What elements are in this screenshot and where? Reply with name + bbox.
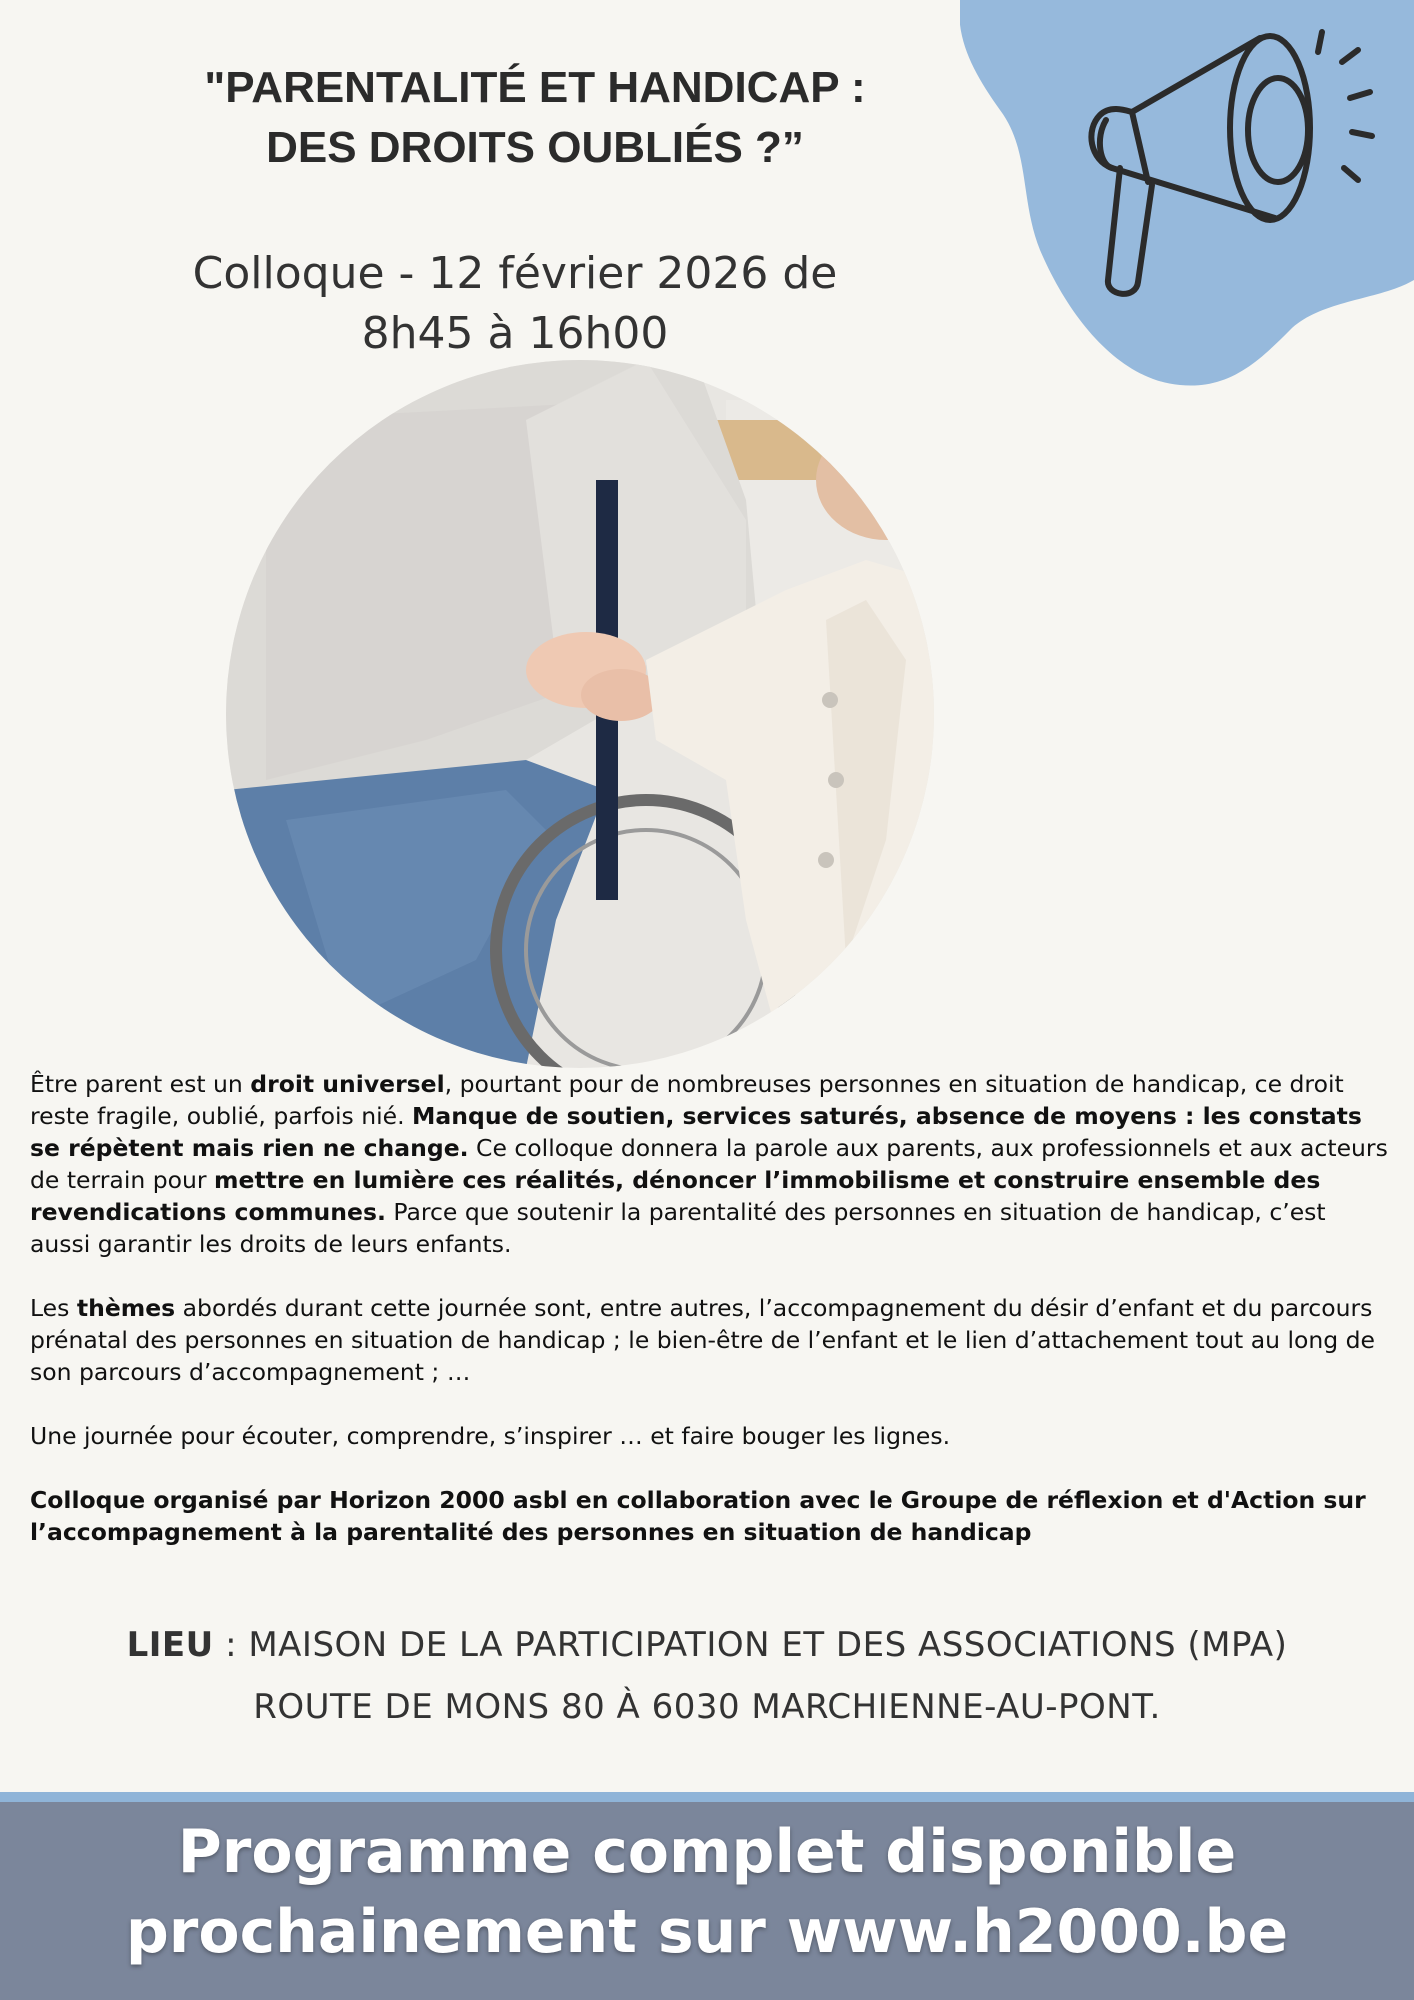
event-date — [100, 244, 930, 364]
footer-text — [0, 1802, 1414, 1972]
paragraph-intro: Être parent est un droit universel, pourtant pour de nombreuses personnes en situation de handicap, ce droit reste fragile, oublié, parfois nié. Manque de soutien, services saturés, absence de moyens : les constats se répètent mais rien ne change. Ce colloque donnera la parole aux parents, aux professionnels et aux acteurs de terrain pour mettre en lumière ces réalités, dénoncer l’immobilisme et construire ensemble des revendications communes. Parce que soutenir la parentalité des personnes en situation de handicap, c’est aussi garantir les droits de leurs enfants. — [30, 1070, 1388, 1258]
footer-stripe — [0, 1792, 1414, 1802]
venue-label: LIEU — [126, 1625, 214, 1665]
hero-photo — [226, 360, 934, 1068]
description — [30, 1068, 1390, 1580]
megaphone-icon — [1060, 20, 1390, 310]
page-title — [100, 58, 970, 178]
footer-line-2: prochainement sur www.h2000.be — [125, 1897, 1289, 1967]
venue-line-1: LIEU : MAISON DE LA PARTICIPATION ET DES ASSOCIATIONS (MPA) — [126, 1625, 1288, 1665]
footer-banner — [0, 1802, 1414, 2000]
paragraph-tagline: Une journée pour écouter, comprendre, s’inspirer … et faire bouger les lignes. — [30, 1422, 951, 1450]
title-line-1: "PARENTALITÉ ET HANDICAP : — [204, 63, 866, 112]
title-line-2: DES DROITS OUBLIÉS ?” — [266, 123, 804, 172]
subtitle-line-1: Colloque - 12 février 2026 de — [192, 248, 838, 299]
paragraph-organizers: Colloque organisé par Horizon 2000 asbl en collaboration avec le Groupe de réflexion et d'Action sur l’accompagnement à la parentalité des personnes en situation de handicap — [30, 1486, 1366, 1546]
venue-address: ROUTE DE MONS 80 À 6030 MARCHIENNE-AU-PONT. — [253, 1687, 1161, 1727]
footer-line-1: Programme complet disponible — [177, 1817, 1237, 1887]
venue — [30, 1614, 1384, 1738]
paragraph-themes: Les thèmes abordés durant cette journée sont, entre autres, l’accompagnement du désir d’enfant et du parcours prénatal des personnes en situation de handicap ; le bien-être de l’enfant et le lien d’attachement tout au long de son parcours d’accompagnement ; … — [30, 1294, 1376, 1386]
subtitle-line-2: 8h45 à 16h00 — [361, 308, 669, 359]
